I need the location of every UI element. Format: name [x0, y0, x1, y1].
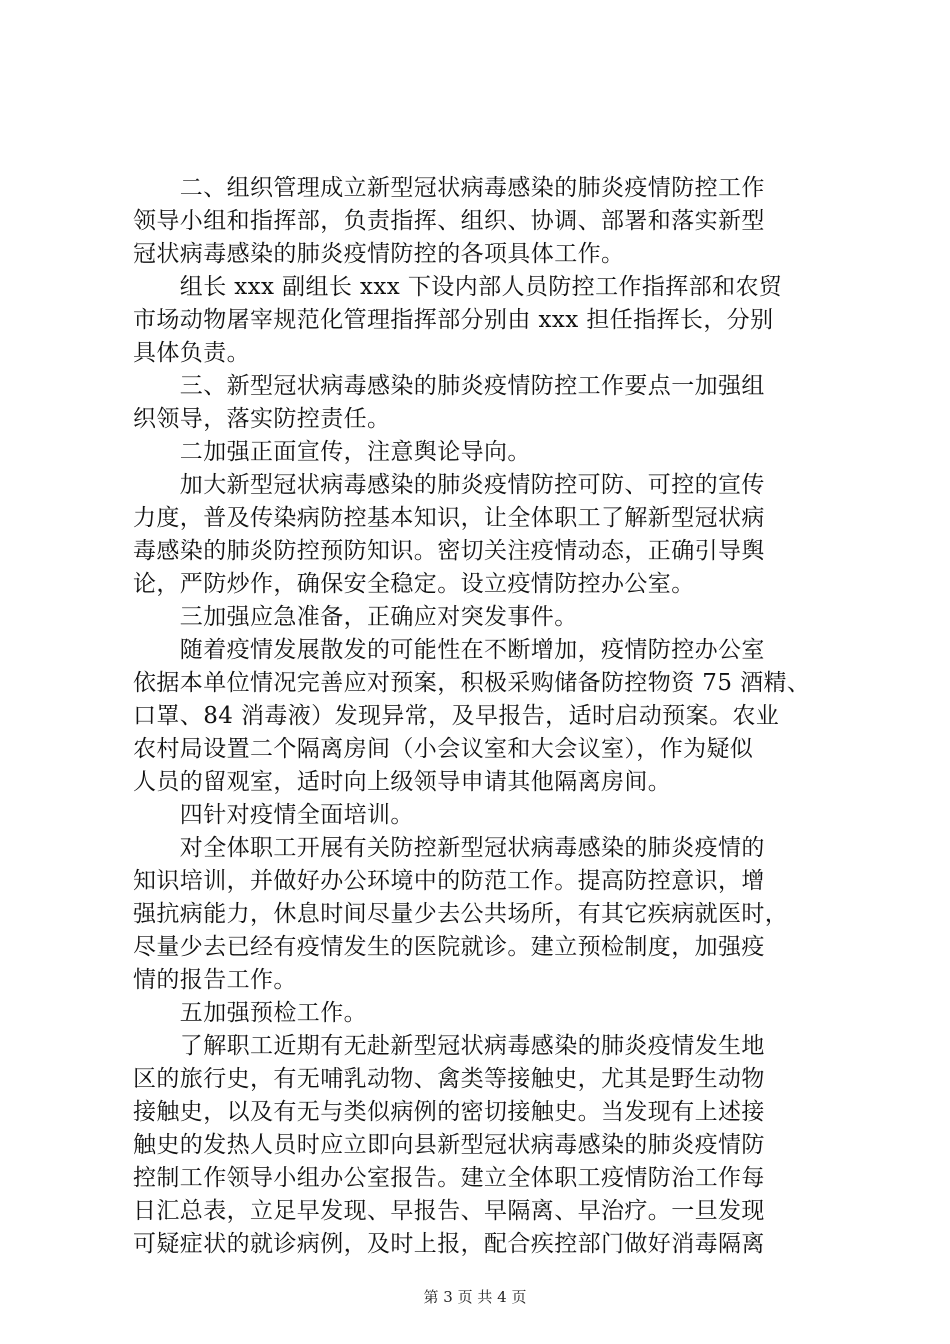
- text-line: 加大新型冠状病毒感染的肺炎疫情防控可防、可控的宣传: [133, 472, 765, 498]
- text-line: 冠状病毒感染的肺炎疫情防控的各项具体工作。: [133, 241, 625, 267]
- text-line: 组长 xxx 副组长 xxx 下设内部人员防控工作指挥部和农贸: [133, 274, 783, 300]
- text-line: 具体负责。: [133, 340, 250, 366]
- text-line: 二加强正面宣传，注意舆论导向。: [133, 439, 531, 465]
- text-line: 控制工作领导小组办公室报告。建立全体职工疫情防治工作每: [133, 1165, 765, 1191]
- text-line: 人员的留观室，适时向上级领导申请其他隔离房间。: [133, 769, 672, 795]
- text-line: 依据本单位情况完善应对预案，积极采购储备防控物资 75 酒精、: [133, 670, 811, 696]
- text-line: 区的旅行史，有无哺乳动物、禽类等接触史，尤其是野生动物: [133, 1066, 765, 1092]
- text-line: 随着疫情发展散发的可能性在不断增加，疫情防控办公室: [133, 637, 765, 663]
- text-line: 对全体职工开展有关防控新型冠状病毒感染的肺炎疫情的: [133, 835, 765, 861]
- text-line: 力度，普及传染病防控基本知识，让全体职工了解新型冠状病: [133, 505, 765, 531]
- text-line: 农村局设置二个隔离房间（小会议室和大会议室），作为疑似: [133, 736, 754, 762]
- text-line: 日汇总表，立足早发现、早报告、早隔离、早治疗。一旦发现: [133, 1198, 765, 1224]
- text-line: 三、新型冠状病毒感染的肺炎疫情防控工作要点一加强组: [133, 373, 765, 399]
- document-body: [133, 172, 833, 1261]
- text-line: 织领导，落实防控责任。: [133, 406, 391, 432]
- text-line: 五加强预检工作。: [133, 1000, 367, 1026]
- text-line: 知识培训，并做好办公环境中的防范工作。提高防控意识，增: [133, 868, 765, 894]
- text-line: 接触史，以及有无与类似病例的密切接触史。当发现有上述接: [133, 1099, 765, 1125]
- text-line: 情的报告工作。: [133, 967, 297, 993]
- text-line: 二、组织管理成立新型冠状病毒感染的肺炎疫情防控工作: [133, 175, 765, 201]
- text-line: 尽量少去已经有疫情发生的医院就诊。建立预检制度，加强疫: [133, 934, 765, 960]
- text-line: 领导小组和指挥部，负责指挥、组织、协调、部署和落实新型: [133, 208, 765, 234]
- text-line: 四针对疫情全面培训。: [133, 802, 414, 828]
- text-line: 毒感染的肺炎防控预防知识。密切关注疫情动态，正确引导舆: [133, 538, 765, 564]
- text-line: 市场动物屠宰规范化管理指挥部分别由 xxx 担任指挥长，分别: [133, 307, 774, 333]
- text-line: 论，严防炒作，确保安全稳定。设立疫情防控办公室。: [133, 571, 695, 597]
- text-line: 口罩、84 消毒液）发现异常，及早报告，适时启动预案。农业: [133, 703, 780, 729]
- page-number-footer: 第 3 页 共 4 页: [423, 1288, 527, 1306]
- text-line: 可疑症状的就诊病例，及时上报，配合疾控部门做好消毒隔离: [133, 1231, 765, 1257]
- text-line: 三加强应急准备，正确应对突发事件。: [133, 604, 578, 630]
- text-line: 强抗病能力，休息时间尽量少去公共场所，有其它疾病就医时，: [133, 901, 789, 927]
- text-line: 触史的发热人员时应立即向县新型冠状病毒感染的肺炎疫情防: [133, 1132, 765, 1158]
- text-line: 了解职工近期有无赴新型冠状病毒感染的肺炎疫情发生地: [133, 1033, 765, 1059]
